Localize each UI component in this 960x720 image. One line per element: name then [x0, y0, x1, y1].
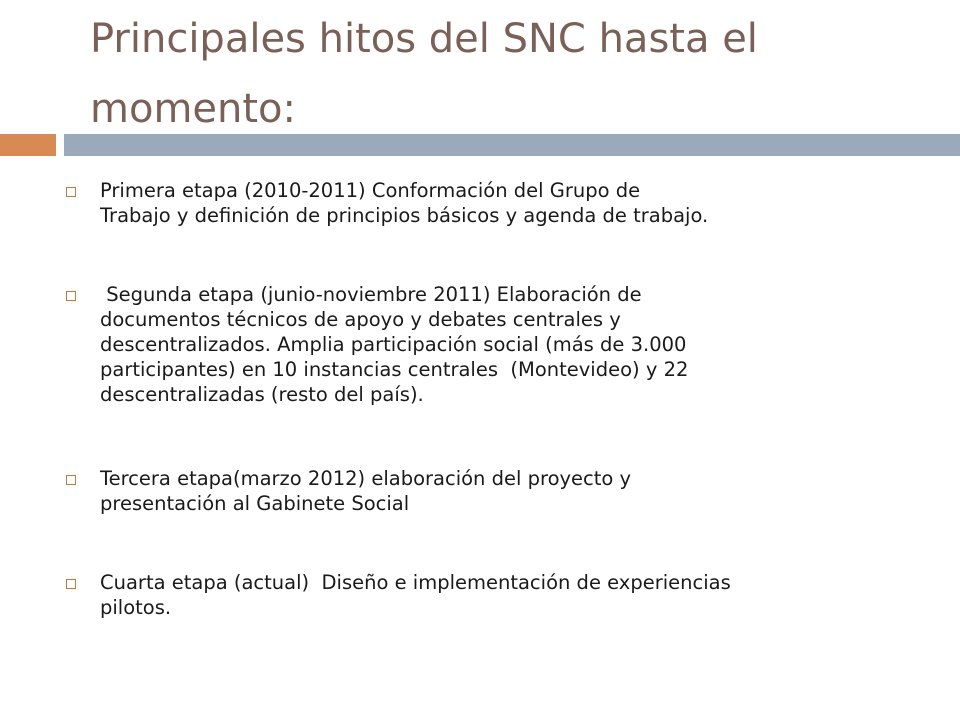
slide-title: Principales hitos del SNC hasta el momento:: [90, 16, 758, 132]
bullet-text: Segunda etapa (junio-noviembre 2011) Elaboración de documentos técnicos de apoyo y debates centrales y descentralizados. Amplia participación social (más de 3.000 participantes) en 10 instancias centrales (Montevideo) y 22 descentralizadas (resto del país).: [100, 283, 689, 406]
bullet-text: Tercera etapa(marzo 2012) elaboración del proyecto y presentación al Gabinete Social: [100, 467, 632, 515]
accent-bar-orange: [0, 134, 56, 156]
bullet-text: Primera etapa (2010-2011) Conformación del Grupo de Trabajo y definición de principios básicos y agenda de trabajo.: [100, 179, 709, 227]
square-bullet-icon: [66, 475, 76, 485]
bullet-text: Cuarta etapa (actual) Diseño e implementación de experiencias pilotos.: [100, 571, 731, 619]
square-bullet-icon: [66, 187, 76, 197]
accent-bar-blue: [64, 134, 960, 156]
square-bullet-icon: [66, 291, 76, 301]
square-bullet-icon: [66, 579, 76, 589]
